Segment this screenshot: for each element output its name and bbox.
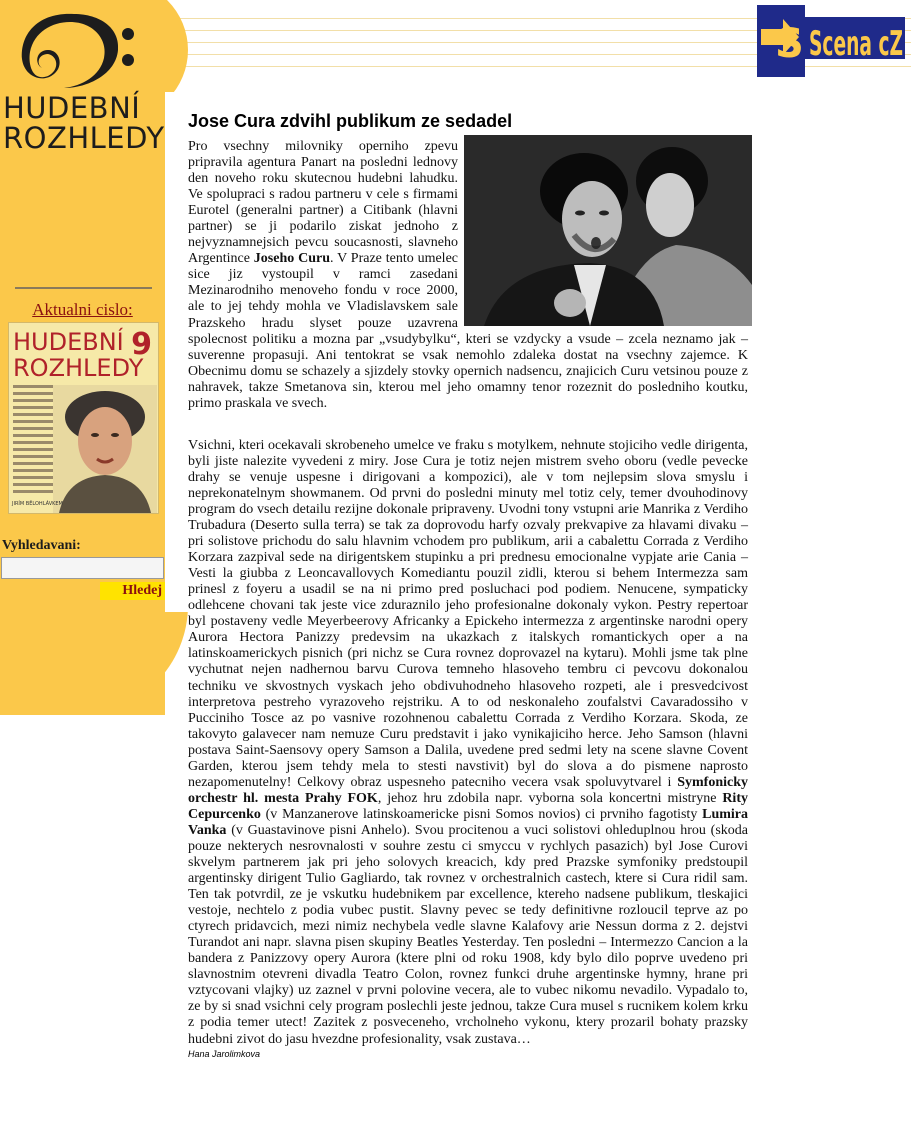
article-paragraph: Vsichni, kteri ocekavali skrobeneho umelce ve fraku s motylkem, nehnute stojiciho vedle dirigenta, byli jiste nalezite vyvedeni z miry. Jose Cura je totiz nejen mistrem sveho oboru (vedle pevecke drahy se venuje uspesne i dirigovani a kompozici), ale v tom nejlepsim slova smyslu i neprekonatelnym showmanem. Od prvni do posledni minuty mel totiz cely, temer dvouhodinovy program do vsech detailu rezijne dokonale pripraveny. Uvodni tony vstupni arie Manrika z Verdiho Trubadura (Deserto sulla terra) se tak za doprovodu harfy ozvaly prekvapive za hlavami divaku – pri solistove prichodu do salu hlavnim vchodem pro publikum, arii a cabalettu Corrada z Verdiho Korzara zazpival sede na dirigentskem stupinku a pri prednesu emocionalne vypjate arie Cania – Vesti la giubba z Leoncavallovych Komediantu pouzil zidli, kterou si behem Intermezza sam prinesl z foyeru a usadil se na ni primo pred posluchaci pod podiem. Nenucene, sympaticky odlehcene chovani tak jeste vice zduraznilo jeho profesionalne dokonaly vykon. Pestry repertoar byl postaveny vedle Meyerbeerovy Africanky a Epickeho intermezza z argentinske narodni opery Aurora Hectora Panizzy predevsim na ukazkach z italskych romantickych oper a na latinskoamerickych pisnich (pri nichz se Cura rovnez doprovazel na kytaru). Mohli jsme tak plne vychutnat nejen nadhernou barvu Curova temneho hlasoveho tembru ci pevcovu dokonalou techniku ve skvostnych vyskach jeho obdivuhodneho hlasoveho rozpeti, ale i presvedcivost interpretova pestreho vyrazoveho rejstriku. A to od neskonaleho zoufalstvi Cavaradossiho v Pucciniho Tosce az po vasnive rozohnenou cabalettu Corrada z Verdiho Korzara. Skoda, ze takovyto galavecer nam nemuze Curu predstavit i jako vynikajiciho herce. Jeho Samson (hlavni postava Saint-Saensovy opery Samson a Dalila, uvedene pred sedmi lety na scene slavne Covent Garden, kterou jsem tehdy mela to stesti navstivit) byl do slova a do pismene naprosto nezapomenutelny! Celkovy obraz uspesneho patecniho vecera vsak spoluvytvarel i Symfonicky orchestr hl. mesta Prahy FOK, jehoz hru zdobila napr. vyborna sola koncertni mistryne Rity Cepurcenko (v Manzanerove latinskoamericke pisni Somos novios) ci prvniho fagotisty Lumira Vanka (v Guastavinove pisni Anhelo). Svou procitenou a vuci solistovi ohleduplnou hrou (skoda pouze nekterych nesrovnalosti v souhre zestu ci smyccu v rychlych pasazich) byl Jose Curovi skvelym partnerem jak pri jeho solovych kreacich, kdy pred Prazske symfoniky predstoupil argentinsky dirigent Tulio Gagliardo, tak rovnez v orchestralnich castech, ktere si Cura ridil sam. Ten tak potvrdil, ze je vskutku hudebnikem par excellence, ktereho nadsene publikum, tleskajici vestoje, nechtelo z podia vubec pustit. Slavny pevec se tedy definitivne rozloucil teprve az po ctyrech pridavcich, mezi nimiz nechybela vedle slavne Kalafovy arie Nessun dorma z 2. dejstvi Turandot ani napr. slavna pisen skupiny Beatles Yesterday. Ten posledni – Intermezzo Cancion a la bandera z Panizzovy opery Aurora (ktere plni od roku 1908, kdy bylo dilo poprve uvedeno pri slavnostnim otevreni divadla Teatro Colon, rovnez funkci druhe argentinske hymny, hrane pri vztycovani vlajky) uz zaznel v prvni polovine vecera, ale to vubec nikomu nevadilo. Vypadalo to, ze by si snad vsichni cely program poslechli jeste jednou, takze Cura musel s rucnikem kolem krku z podia temer utect! Zazitek z posveceneho, vrcholneho vykonu, ktery prozaril bohaty prazsky hudebni zivot do jasu hvezdne profesionality, vsak zustava… <box>188 437 748 1047</box>
logo-line: ROZHLEDY <box>3 121 165 155</box>
article-photo <box>464 135 752 326</box>
bold-name: Symfonicky orchestr hl. mesta Prahy FOK <box>188 774 748 806</box>
cover-title: HUDEBNÍ ROZHLEDY <box>13 328 144 382</box>
article-title: Jose Cura zdvihl publikum ze sedadel <box>188 111 513 131</box>
cover-caption: JIRÍM BĚLOHLÁVKEM <box>12 501 63 507</box>
search-label: Vyhledavani: <box>2 538 81 553</box>
site-logo[interactable] <box>3 93 165 153</box>
scena-cz-logo[interactable] <box>757 5 907 77</box>
search-input[interactable] <box>1 557 164 579</box>
bass-clef-logo-icon[interactable] <box>8 4 143 95</box>
article-author: Hana Jarolimkova <box>188 1048 261 1059</box>
cover-portrait-image <box>53 385 157 513</box>
current-issue-cover[interactable] <box>8 322 159 514</box>
svg-text:S: S <box>775 21 804 67</box>
current-issue-link[interactable]: Aktualni cislo: <box>32 300 133 319</box>
sidebar-divider <box>15 287 152 289</box>
cover-issue-number: 9 <box>131 327 152 362</box>
bold-name: Joseho Curu <box>253 251 330 267</box>
article <box>188 110 748 1059</box>
scena-logo-text: Scena cZ <box>809 24 903 64</box>
article-paragraph: Pro vsechny milovniky operniho zpevu pripravila agentura Panart na posledni lednovy den noveho roku skutecnou hudebni lahudku. Ve spolupraci s radou partneru v cele s firmami Eurotel (generalni partner) a Citibank (hlavni partner) se ji podarilo ziskat jednoho z nejvyznamnejsich pevcu soucasnosti, slavneho Argentince Joseho Curu. V Praze tento umelec sice jiz vystoupil v ramci zasedani Mezinarodniho menoveho fondu v roce 2000, ale to jej tehdy mohla ve Vladislavskem sale Prazskeho hradu slyset pouze uzavrena spolecnost politiku a mozna par „vsudybylku“, kteri se vzdycky a vsude – zcela neznamo jak – suverenne propasuji. Ani tentokrat se vsak nemohlo zdaleka dostat na vsechny zajemce. K Obecnimu domu se schazely a sjizdely stovky opernich nadsencu, znajicich Curu vetsinou pouze z nahravek, takze Smetanova sin, kterou mel jeho omamny tenor rozeznit do posledniho koutku, primo praskala ve svech. <box>188 139 748 411</box>
logo-line: HUDEBNÍ <box>3 91 141 125</box>
bold-name: Lumira Vanka <box>188 806 748 838</box>
bold-name: Rity Cepurcenko <box>188 790 748 822</box>
search-button[interactable]: Hledej <box>100 582 165 600</box>
